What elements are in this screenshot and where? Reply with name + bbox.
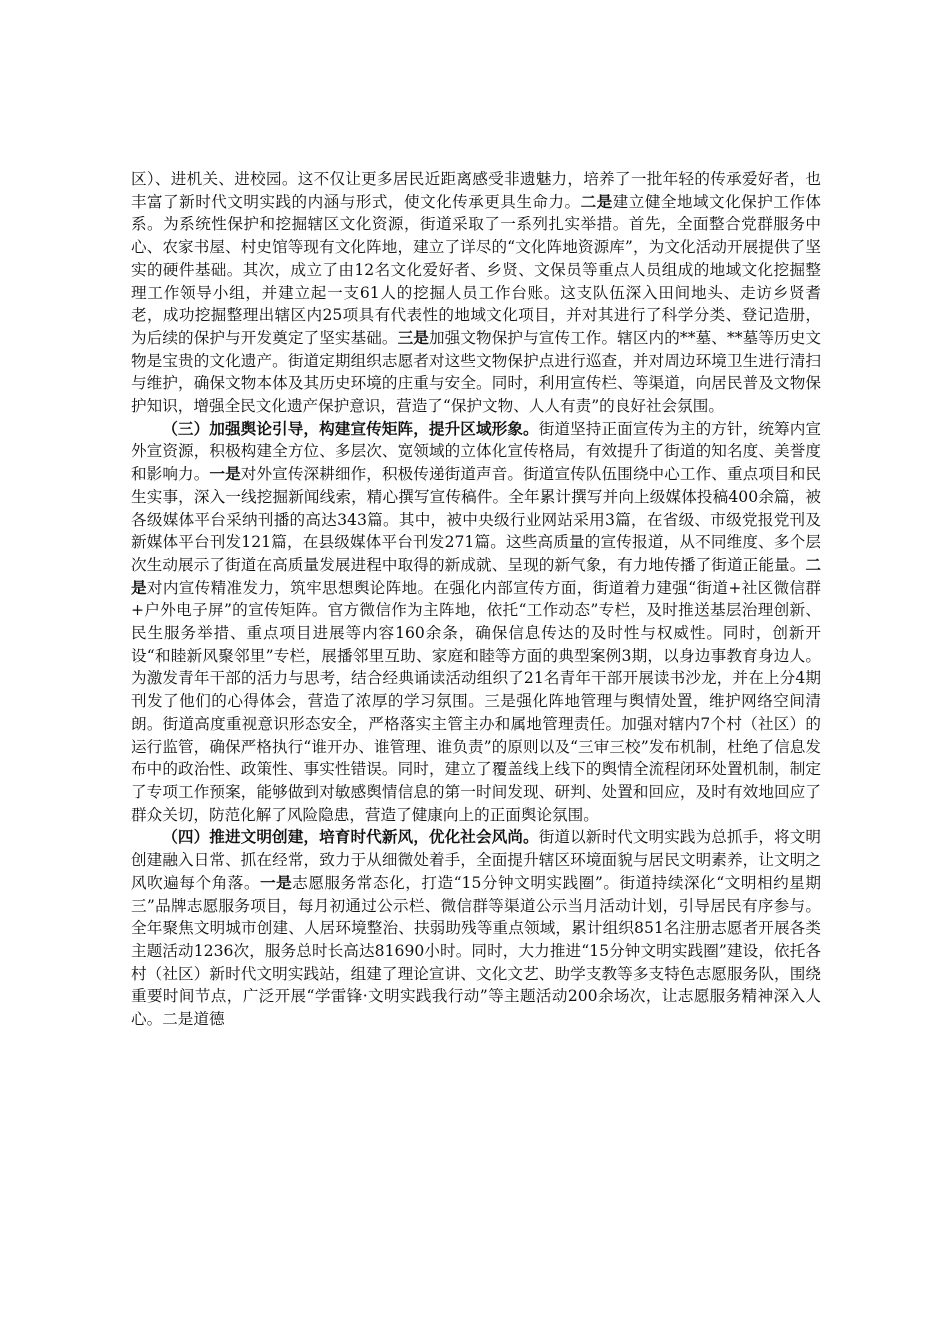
text-run: 街道以新时代文明实践为总抓手，将文明创建融入日常、抓在经常，致力于从细微处着手，全面提升辖区环境面貌与居民文明素养，让文明之风吹遍每个角落。 [131,828,821,892]
text-run: 街道坚持正面宣传为主的方针，统筹内宣外宣资源，积极构建全方位、多层次、宽领域的立体化宣传格局，有效提升了街道的知名度、美誉度和影响力。 [131,419,821,484]
bold-run: 一是 [260,872,293,892]
document-page [131,168,821,1031]
text-run: 志愿服务常态化，打造“15分钟文明实践圈”。街道持续深化“文明相约星期三”品牌志愿服务项目，每月初通过公示栏、微信群等渠道公示当月活动计划，引导居民有序参与。全年聚焦文明城市创建、人居环境整治、扶弱助残等重点领域，累计组织851名注册志愿者开展各类主题活动1236次，服务总时长高达81690小时。同时，大力推进“15分钟文明实践圈”建设，依托各村（社区）新时代文明实践站，组建了理论宣讲、文化文艺、助学支教等多支特色志愿服务队，围绕重要时间节点，广泛开展“学雷锋·文明实践我行动”等主题活动200余场次，让志愿服务精神深入人心。二是道德 [131,873,821,1029]
section-heading: （三）加强舆论引导，构建宣传矩阵，提升区域形象。 [162,418,539,438]
text-run: 建立健全地域文化保护工作体系。为系统性保护和挖掘辖区文化资源，街道采取了一系列扎实举措。首先，全面整合党群服务中心、农家书屋、村史馆等现有文化阵地，建立了详尽的“文化阵地资源库”，为文化活动开展提供了坚实的硬件基础。其次，成立了由12名文化爱好者、乡贤、文保员等重点人员组成的地域文化挖掘整理工作领导小组，并建立起一支61人的挖掘人员工作台账。这支队伍深入田间地头、走访乡贤耆老，成功挖掘整理出辖区内25项具有代表性的地域文化项目，并对其进行了科学分类、登记造册，为后续的保护与开发奠定了坚实基础。 [131,192,821,347]
bold-run: 二是 [580,191,613,211]
bold-run: 一是 [209,464,241,484]
paragraph-section-4 [131,826,821,1030]
paragraph-section-3 [131,418,821,827]
bold-run: 二是 [131,554,821,597]
bold-run: 三是 [397,327,429,347]
text-run: 区）、进机关、进校园。这不仅让更多居民近距离感受非遗魅力，培养了一批年轻的传承爱好者，也丰富了新时代文明实践的内涵与形式，使文化传承更具生命力。 [131,170,821,211]
paragraph-heritage [131,168,821,418]
text-run: 对内宣传精准发力，筑牢思想舆论阵地。在强化内部宣传方面，街道着力建强“街道+社区微信群+户外电子屏”的宣传矩阵。官方微信作为主阵地，依托“工作动态”专栏，及时推送基层治理创新、民生服务举措、重点项目进展等内容160余条，确保信息传达的及时性与权威性。同时，创新开设“和睦新风聚邻里”专栏，展播邻里互助、家庭和睦等方面的典型案例3期，以身边事教育身边人。为激发青年干部的活力与思考，结合经典诵读活动组织了21名青年干部开展读书沙龙，并在上分4期刊发了他们的心得体会，营造了浓厚的学习氛围。三是强化阵地管理与舆情处置，维护网络空间清朗。街道高度重视意识形态安全，严格落实主管主办和属地管理责任。加强对辖内7个村（社区）的运行监管，确保严格执行“谁开办、谁管理、谁负责”的原则以及“三审三校”发布机制，杜绝了信息发布中的政治性、政策性、事实性错误。同时，建立了覆盖线上线下的舆情全流程闭环处置机制，制定了专项工作预案，能够做到对敏感舆情信息的第一时间发现、研判、处置和回应，及时有效地回应了群众关切，防范化解了风险隐患，营造了健康向上的正面舆论氛围。 [131,578,821,824]
text-run: 对外宣传深耕细作，积极传递街道声音。街道宣传队伍围绕中心工作、重点项目和民生实事，深入一线挖掘新闻线索，精心撰写宣传稿件。全年累计撰写并向上级媒体投稿400余篇，被各级媒体平台采纳刊播的高达343篇。其中，被中央级行业网站采用3篇，在省级、市级党报党刊及新媒体平台刊发121篇，在县级媒体平台刊发271篇。这些高质量的宣传报道，从不同维度、多个层次生动展示了街道在高质量发展进程中取得的新成就、呈现的新气象，有力地传播了街道正能量。 [131,465,821,574]
section-heading: （四）推进文明创建，培育时代新风，优化社会风尚。 [162,827,539,847]
text-run: 加强文物保护与宣传工作。辖区内的**墓、**墓等历史文物是宝贵的文化遗产。街道定期组织志愿者对这些文物保护点进行巡查，并对周边环境卫生进行清扫与维护，确保文物本体及其历史环境的庄重与安全。同时，利用宣传栏、等渠道，向居民普及文物保护知识，增强全民文化遗产保护意识，营造了“保护文物、人人有责”的良好社会氛围。 [131,328,821,416]
